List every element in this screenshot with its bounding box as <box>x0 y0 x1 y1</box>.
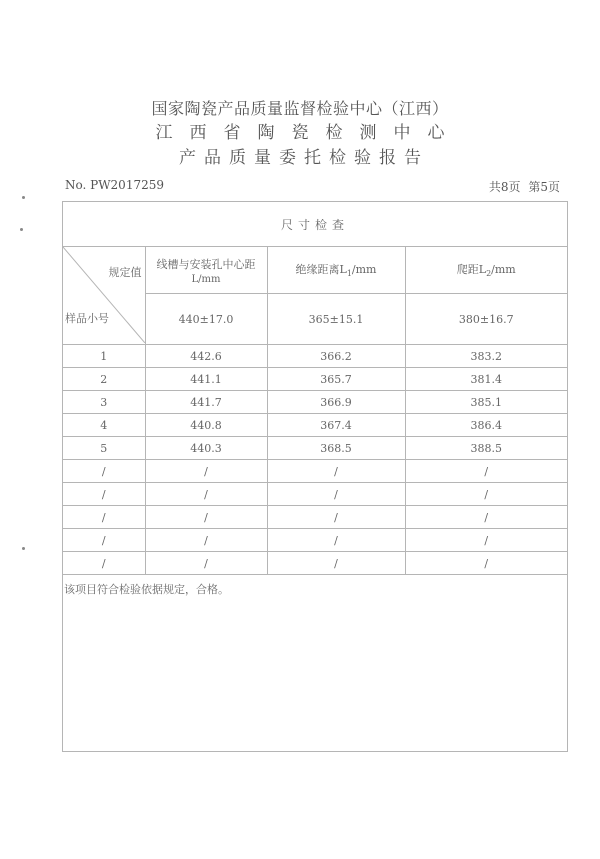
sample-number-cell: 1 <box>63 345 145 368</box>
column-header: 线槽与安装孔中心距 L/mm <box>145 247 267 294</box>
report-type-title: 产品质量委托检验报告 <box>179 148 429 168</box>
table-row <box>63 483 567 506</box>
table-row <box>63 391 567 414</box>
measurement-cell: 366.9 <box>267 391 405 414</box>
measurement-cell: / <box>145 529 267 552</box>
sample-number-cell: / <box>63 552 145 575</box>
measurement-cell: / <box>145 552 267 575</box>
table-row <box>63 345 567 368</box>
table-row <box>63 529 567 552</box>
measurement-cell: / <box>267 552 405 575</box>
measurement-cell: / <box>405 529 567 552</box>
sample-number-cell: 2 <box>63 368 145 391</box>
table-row <box>63 368 567 391</box>
dimension-table <box>63 202 567 575</box>
spec-value: 440±17.0 <box>145 294 267 345</box>
measurement-cell: 386.4 <box>405 414 567 437</box>
conclusion-text: 该项目符合检验依据规定，合格。 <box>64 583 229 596</box>
corner-label-sample: 样品小号 <box>65 312 109 325</box>
page-indicator <box>485 178 560 195</box>
column-header: 爬距$L_2/mm$ <box>405 247 567 294</box>
column-header: 绝缘距离$L_1/mm$ <box>267 247 405 294</box>
table-row <box>63 460 567 483</box>
measurement-cell: / <box>145 483 267 506</box>
measurement-cell: 441.1 <box>145 368 267 391</box>
spec-value: 365±15.1 <box>267 294 405 345</box>
measurement-cell: 383.2 <box>405 345 567 368</box>
measurement-cell: 365.7 <box>267 368 405 391</box>
measurement-cell: 368.5 <box>267 437 405 460</box>
center-name-national: 国家陶瓷产品质量监督检验中心（江西） <box>151 99 449 118</box>
table-row <box>63 552 567 575</box>
table-row <box>63 437 567 460</box>
diagonal-divider <box>63 247 145 343</box>
measurement-cell: / <box>145 506 267 529</box>
measurement-cell: / <box>267 460 405 483</box>
measurement-cell: 440.3 <box>145 437 267 460</box>
sample-number-cell: / <box>63 529 145 552</box>
measurement-cell: / <box>405 483 567 506</box>
table-row <box>63 506 567 529</box>
table-row <box>63 414 567 437</box>
measurement-cell: 381.4 <box>405 368 567 391</box>
measurement-cell: / <box>405 506 567 529</box>
report-number: No. PW2017259 <box>65 178 164 192</box>
center-name-provincial: 江西省陶瓷检测中心 <box>155 123 462 143</box>
measurement-cell: / <box>405 460 567 483</box>
total-pages: 共8页 <box>488 180 521 194</box>
current-page: 第5页 <box>528 180 560 194</box>
measurement-cell: / <box>267 529 405 552</box>
scan-speck <box>22 547 25 550</box>
measurement-cell: 366.2 <box>267 345 405 368</box>
measurement-cell: 441.7 <box>145 391 267 414</box>
sample-number-cell: 3 <box>63 391 145 414</box>
inspection-frame <box>62 201 568 752</box>
measurement-cell: / <box>145 460 267 483</box>
sample-number-cell: 4 <box>63 414 145 437</box>
measurement-cell: 388.5 <box>405 437 567 460</box>
sample-number-cell: / <box>63 506 145 529</box>
table-title: 尺寸检查 <box>63 202 567 247</box>
scan-speck <box>20 228 23 231</box>
sample-number-cell: 5 <box>63 437 145 460</box>
measurement-cell: 440.8 <box>145 414 267 437</box>
measurement-cell: / <box>267 483 405 506</box>
scan-speck <box>22 196 25 199</box>
measurement-cell: 442.6 <box>145 345 267 368</box>
measurement-cell: 385.1 <box>405 391 567 414</box>
measurement-cell: / <box>405 552 567 575</box>
sample-number-cell: / <box>63 460 145 483</box>
measurement-cell: 367.4 <box>267 414 405 437</box>
measurement-cell: / <box>267 506 405 529</box>
corner-label-spec: 规定值 <box>108 266 142 279</box>
corner-cell <box>63 247 145 345</box>
sample-number-cell: / <box>63 483 145 506</box>
spec-value: 380±16.7 <box>405 294 567 345</box>
